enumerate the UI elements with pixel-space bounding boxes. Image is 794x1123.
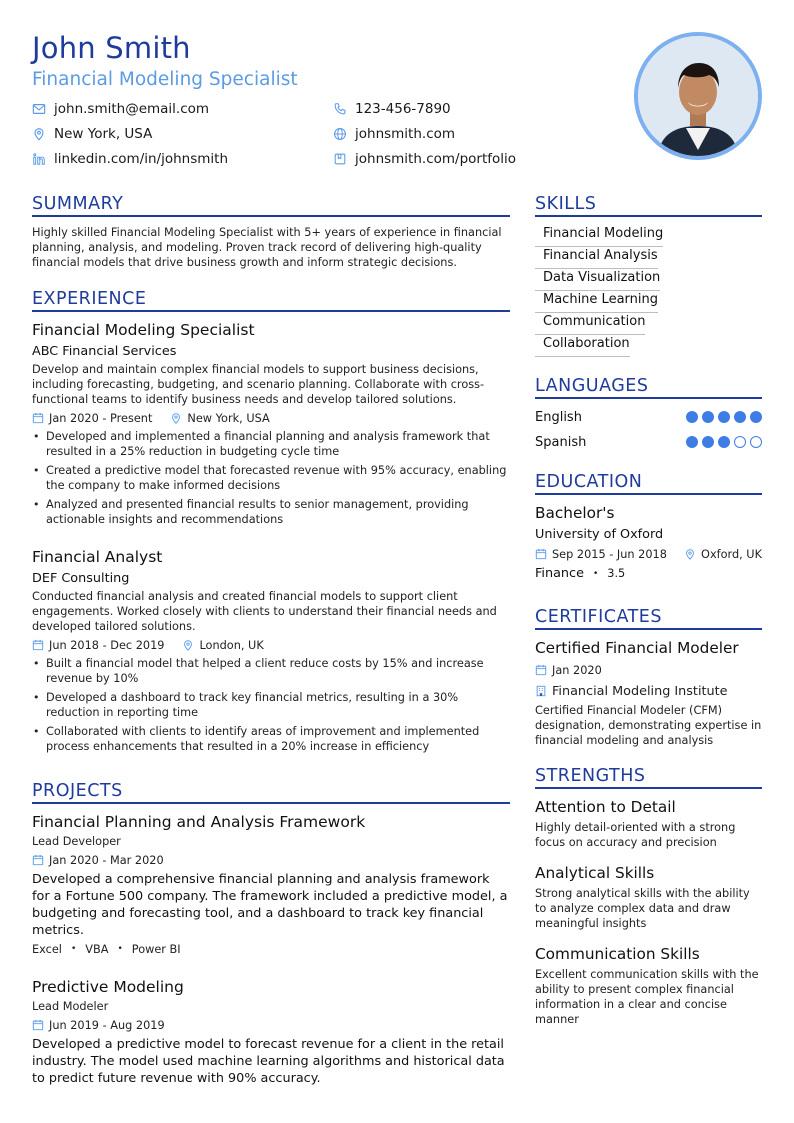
tool-tag: VBA: [85, 943, 109, 956]
contact-email[interactable]: [32, 99, 209, 119]
strength-entry: [535, 944, 762, 1027]
strength-entry: [535, 863, 762, 931]
proficiency-dot-filled: [686, 436, 698, 448]
email-text: john.smith@email.com: [54, 101, 210, 117]
project-name: Predictive Modeling: [32, 978, 184, 996]
education-heading: EDUCATION: [535, 472, 643, 492]
strength-text: Highly detail-oriented with a strong focus on accuracy and precision: [535, 821, 736, 849]
project-tools: Excel • VBA • Power BI: [32, 943, 181, 956]
proficiency-dot-filled: [686, 411, 698, 423]
projects-divider: [32, 802, 510, 804]
calendar-icon: [32, 1019, 44, 1031]
languages-heading: LANGUAGES: [535, 376, 649, 396]
summary-divider: [32, 215, 510, 217]
email-icon: [32, 102, 46, 116]
skills-divider: [535, 215, 762, 217]
list-item: • Created a predictive model that forecasted revenue with 95% accuracy, enabling the company to make informed decisions: [32, 463, 510, 493]
education-location: Oxford, UK: [701, 547, 762, 561]
company-name: ABC Financial Services: [32, 344, 177, 359]
language-name: Spanish: [535, 434, 587, 450]
project-entry: [32, 812, 510, 957]
certificate-name: Certified Financial Modeler: [535, 639, 739, 657]
skill-tag: Collaboration: [535, 335, 630, 357]
certificate-issuer: Financial Modeling Institute: [552, 683, 728, 699]
education-field-row: Finance • 3.5: [535, 566, 626, 581]
calendar-icon: [32, 854, 44, 866]
job-bullets: [32, 656, 510, 754]
field-of-study: Finance: [535, 566, 584, 581]
phone-icon: [333, 102, 347, 116]
project-description: Developed a predictive model to forecast revenue for a client in the retail industry. The model used machine learning algorithms and historical data to predict future revenue with 90% accuracy.: [32, 1037, 505, 1086]
project-role: Lead Modeler: [32, 1000, 109, 1013]
certificates-divider: [535, 628, 762, 630]
project-entry: [32, 977, 510, 1087]
certificate-entry: [535, 638, 762, 748]
proficiency-dot-filled: [702, 436, 714, 448]
certificate-meta: [535, 662, 762, 678]
project-meta: [32, 1017, 510, 1033]
list-item: • Collaborated with clients to identify areas of improvement and implemented process enhancements that resulted in a 20% increase in efficiency: [32, 724, 510, 754]
proficiency-dot-filled: [702, 411, 714, 423]
language-name: English: [535, 409, 582, 425]
globe-icon: [333, 127, 347, 141]
strength-text: Strong analytical skills with the ability to analyze complex data and draw meaningful insights: [535, 887, 750, 930]
location-pin-icon: [170, 412, 182, 424]
degree: Bachelor's: [535, 504, 615, 522]
job-meta: [32, 637, 510, 653]
strength-title: Attention to Detail: [535, 798, 676, 816]
job-location: London, UK: [199, 638, 264, 652]
certificate-date: Jan 2020: [552, 663, 602, 677]
proficiency-dots: [686, 436, 762, 448]
strength-entry: [535, 797, 762, 850]
experience-entry: [32, 547, 510, 758]
certificate-description: Certified Financial Modeler (CFM) designation, demonstrating expertise in financial modeling and analysis: [535, 704, 762, 747]
skill-tag: Communication: [535, 313, 645, 335]
job-description: Conducted financial analysis and created financial models to support client engagements. Worked closely with clients to understand their financial needs and developed tailored solutions.: [32, 590, 497, 633]
education-meta: [535, 546, 762, 562]
portfolio-text: johnsmith.com/portfolio: [355, 151, 517, 167]
proficiency-dot-filled: [718, 436, 730, 448]
location-pin-icon: [32, 127, 46, 141]
project-name: Financial Planning and Analysis Framework: [32, 813, 366, 831]
gpa: 3.5: [607, 567, 626, 580]
languages-divider: [535, 397, 762, 399]
location-text: New York, USA: [54, 126, 153, 142]
education-entry: [535, 503, 762, 582]
location-pin-icon: [684, 548, 696, 560]
calendar-icon: [535, 664, 547, 676]
contact-portfolio[interactable]: [333, 149, 516, 169]
proficiency-dot-filled: [718, 411, 730, 423]
proficiency-dot-filled: [734, 411, 746, 423]
tool-tag: Power BI: [131, 943, 181, 956]
candidate-title: Financial Modeling Specialist: [32, 69, 298, 90]
contact-linkedin[interactable]: [32, 149, 228, 169]
skills-heading: SKILLS: [535, 194, 597, 214]
project-dates: Jun 2019 - Aug 2019: [49, 1018, 165, 1032]
list-item: • Developed a dashboard to track key financial metrics, resulting in a 30% reduction in reporting time: [32, 690, 510, 720]
experience-heading: EXPERIENCE: [32, 289, 147, 309]
list-item: • Developed and implemented a financial planning and analysis framework that resulted in a 25% reduction in budgeting cycle time: [32, 429, 510, 459]
language-row: [535, 432, 762, 452]
skill-tag: Machine Learning: [535, 291, 658, 313]
project-role: Lead Developer: [32, 835, 121, 848]
job-dates: Jun 2018 - Dec 2019: [49, 638, 165, 652]
strength-title: Analytical Skills: [535, 864, 655, 882]
summary-text: Highly skilled Financial Modeling Specialist with 5+ years of experience in financial planning, analysis, and modeling. Proven track record of delivering high-quality financial models that drive business growth and inform strategic decisions.: [32, 226, 502, 269]
summary-heading: SUMMARY: [32, 194, 124, 214]
certificate-issuer-row: [535, 682, 762, 700]
linkedin-icon: [32, 152, 46, 166]
calendar-icon: [32, 412, 44, 424]
education-dates: Sep 2015 - Jun 2018: [552, 547, 667, 561]
location-pin-icon: [182, 639, 194, 651]
building-icon: [535, 685, 547, 697]
company-name: DEF Consulting: [32, 571, 130, 586]
proficiency-dot-empty: [750, 436, 762, 448]
certificates-heading: CERTIFICATES: [535, 607, 662, 627]
project-description: Developed a comprehensive financial planning and analysis framework for a Fortune 500 company. The framework included a predictive model, a budgeting and forecasting tool, and a dashboard to track key financial metrics.: [32, 872, 508, 938]
strength-text: Excellent communication skills with the ability to present complex financial information in a clear and concise manner: [535, 968, 759, 1026]
projects-heading: PROJECTS: [32, 781, 123, 801]
contact-website[interactable]: [333, 124, 455, 144]
skill-tag: Financial Modeling: [535, 225, 663, 247]
job-meta: [32, 410, 510, 426]
job-title: Financial Modeling Specialist: [32, 321, 255, 339]
job-dates: Jan 2020 - Present: [49, 411, 153, 425]
contact-phone[interactable]: [333, 99, 451, 119]
experience-entry: [32, 320, 510, 531]
phone-text: 123-456-7890: [355, 101, 451, 117]
calendar-icon: [32, 639, 44, 651]
experience-divider: [32, 310, 510, 312]
skill-tag: Data Visualization: [535, 269, 660, 291]
tool-tag: Excel: [32, 943, 62, 956]
candidate-name: John Smith: [32, 31, 191, 65]
person-avatar-icon: [638, 36, 758, 156]
education-divider: [535, 493, 762, 495]
school-name: University of Oxford: [535, 527, 664, 542]
job-description: Develop and maintain complex financial models to support business decisions, including forecasting, budgeting, and scenario planning. Collaborate with cross-functional teams to identify business needs and develop tailored solutions.: [32, 363, 485, 406]
contact-location: [32, 124, 152, 144]
strengths-divider: [535, 787, 762, 789]
proficiency-dot-empty: [734, 436, 746, 448]
website-text: johnsmith.com: [355, 126, 456, 142]
calendar-icon: [535, 548, 547, 560]
project-dates: Jan 2020 - Mar 2020: [49, 853, 164, 867]
strength-title: Communication Skills: [535, 945, 700, 963]
profile-photo: [634, 32, 762, 160]
portfolio-icon: [333, 152, 347, 166]
language-row: [535, 407, 762, 427]
list-item: • Analyzed and presented financial results to senior management, providing actionable insights and recommendations: [32, 497, 510, 527]
linkedin-text: linkedin.com/in/johnsmith: [54, 151, 229, 167]
proficiency-dot-filled: [750, 411, 762, 423]
proficiency-dots: [686, 411, 762, 423]
job-location: New York, USA: [187, 411, 270, 425]
list-item: • Built a financial model that helped a client reduce costs by 15% and increase revenue by 10%: [32, 656, 510, 686]
job-bullets: [32, 429, 510, 527]
strengths-heading: STRENGTHS: [535, 766, 646, 786]
project-meta: [32, 852, 510, 868]
job-title: Financial Analyst: [32, 548, 163, 566]
skill-tag: Financial Analysis: [535, 247, 658, 269]
